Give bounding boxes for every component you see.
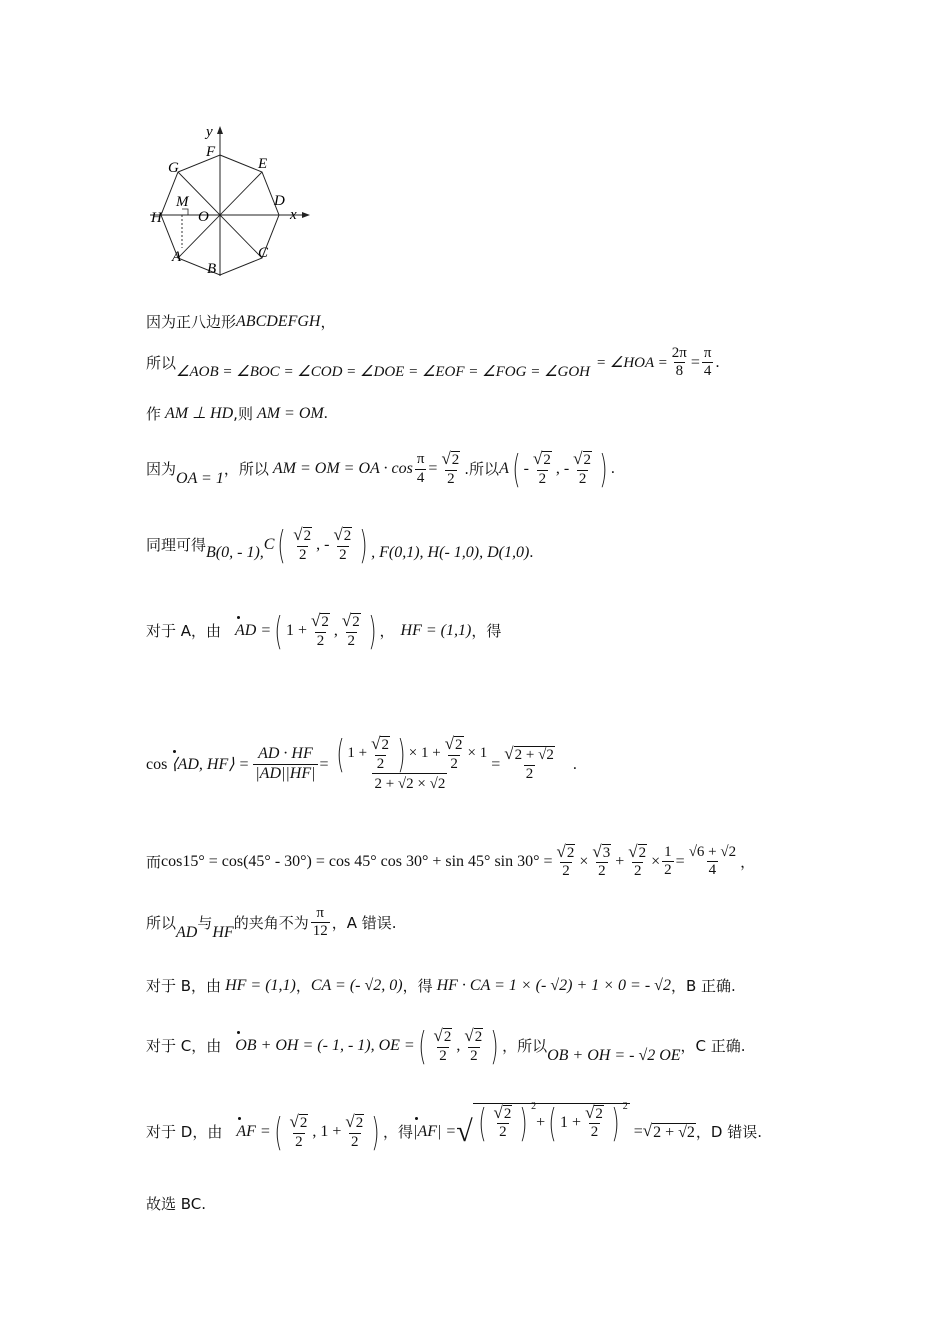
vector-hf: HF = (1,1) xyxy=(400,622,472,640)
line-12 xyxy=(146,1100,910,1154)
label-y: y xyxy=(206,124,213,140)
sqrt-arg: 2 xyxy=(299,1115,308,1132)
label-C: C xyxy=(258,245,269,261)
text: ， xyxy=(320,312,336,331)
label-G: G xyxy=(168,160,179,176)
line-1 xyxy=(146,312,910,331)
line-10 xyxy=(146,976,910,995)
sqrt-result: √ 2 + √2 xyxy=(642,1121,695,1142)
den: 2 xyxy=(450,755,458,772)
vector-af: AF = xyxy=(236,1123,271,1141)
comma: , xyxy=(333,622,338,640)
line-5 xyxy=(146,523,910,567)
den: 2 xyxy=(525,765,534,782)
paren-open: ( xyxy=(478,1100,487,1145)
math-angle-hoa: = ∠HOA = xyxy=(596,354,668,371)
num: AD · HF xyxy=(258,745,313,763)
den: 2 xyxy=(578,470,587,487)
text: ，A 错误. xyxy=(331,913,397,932)
sqrt-arg: 2 xyxy=(595,1105,603,1122)
x-axis-arrow xyxy=(302,212,310,218)
frac-sqrt2-2: √ 2 2 xyxy=(628,842,647,880)
angle-ad-hf: ⟨AD, HF⟩ = xyxy=(171,755,250,773)
eq: = xyxy=(690,354,700,372)
den: 2 xyxy=(499,1124,507,1140)
period: . xyxy=(529,544,534,562)
den: 2 xyxy=(351,1133,359,1150)
text: 对于 A，由 xyxy=(146,622,222,640)
period: . xyxy=(610,460,615,478)
text: 与 xyxy=(197,913,213,932)
den: 2 xyxy=(633,863,642,880)
den: 2 xyxy=(376,755,385,772)
math-am-om: AM = OM xyxy=(256,405,324,422)
point-b: B(0, - 1), xyxy=(206,544,264,562)
one-plus: 1 + xyxy=(560,1113,582,1131)
line-8 xyxy=(146,843,910,881)
den: 2 xyxy=(295,1133,303,1150)
den: 12 xyxy=(312,923,328,940)
paren-close: ) xyxy=(359,523,368,567)
den: 2 xyxy=(316,632,325,649)
frac-pi-4 xyxy=(702,345,714,381)
exp: 2 xyxy=(622,1100,628,1112)
frac-dot-over-mag xyxy=(253,745,317,783)
sqrt-arg: 2 xyxy=(638,845,647,861)
eq: = xyxy=(633,1123,643,1141)
eq: = xyxy=(428,460,438,478)
comma: , - xyxy=(316,536,330,554)
paren-close: ) xyxy=(519,1100,528,1145)
paren-close: ) xyxy=(599,447,608,491)
frac-sqrt2-2: √ 2 2 xyxy=(345,1112,364,1150)
octagon-figure xyxy=(140,118,320,284)
line-11 xyxy=(146,1024,910,1068)
paren-open: ( xyxy=(512,447,521,491)
big-den: 2 + √2 × √2 xyxy=(372,773,447,793)
magnitude-af: |AF| = xyxy=(413,1123,457,1141)
sqrt-arg: 2 xyxy=(381,737,389,754)
points-f-h-d: , F(0,1), H(- 1,0), D(1,0) xyxy=(371,544,530,562)
text: ，得 xyxy=(402,976,433,995)
text: ，B 正确. xyxy=(670,976,736,995)
paren-open: ( xyxy=(335,732,345,776)
frac-sqrt2-2: √ 2 2 xyxy=(573,449,592,487)
text: 作 xyxy=(146,404,162,423)
text: 对于 C，由 xyxy=(146,1037,222,1055)
eq: = xyxy=(675,853,685,871)
times: × xyxy=(651,853,661,871)
exp: 2 xyxy=(531,1100,537,1112)
label-x: x xyxy=(290,207,297,223)
sqrt-arg: 2 xyxy=(355,1115,364,1132)
frac-pi-4 xyxy=(415,451,427,487)
eq: = xyxy=(491,755,501,773)
one-plus: 1 + xyxy=(347,745,368,762)
den: 2 xyxy=(347,632,356,649)
frac-result: √ 2 + √2 2 xyxy=(504,744,554,782)
line-4 xyxy=(146,447,910,491)
den: 2 xyxy=(470,1047,478,1064)
sqrt-arg: 2 + √2 xyxy=(653,1124,695,1142)
paren-open: ( xyxy=(277,523,286,567)
vector-hf: HF = (1,1) xyxy=(225,977,296,994)
math-octagon-name: ABCDEFGH xyxy=(236,313,321,330)
label-B: B xyxy=(207,261,217,277)
frac-sqrt2-2: √ 2 2 xyxy=(585,1102,603,1140)
sqrt-arg: 3 xyxy=(602,845,611,861)
frac-1-2 xyxy=(662,844,674,880)
text: ，所以 xyxy=(502,1037,548,1055)
frac-sqrt2-2: √ 2 2 xyxy=(333,525,352,563)
text: 的夹角不为 xyxy=(233,913,309,932)
vector-ad: AD xyxy=(176,924,198,942)
text: ，D 错误. xyxy=(695,1123,763,1141)
frac-sqrt2-2: √ 2 2 xyxy=(289,1112,308,1150)
den: 2 xyxy=(590,1124,599,1140)
frac-sqrt2-2: √ 2 2 xyxy=(441,449,460,487)
paren-close: ) xyxy=(490,1024,499,1068)
text: ，C 正确. xyxy=(680,1037,746,1055)
num: 2π xyxy=(671,345,687,361)
den: 4 xyxy=(703,363,712,380)
text: 对于 D，由 xyxy=(146,1123,223,1141)
label-E: E xyxy=(258,156,268,172)
comma-one-plus: , 1 + xyxy=(312,1123,342,1141)
label-A: A xyxy=(172,249,182,265)
paren-close: ) xyxy=(371,1110,380,1154)
sqrt-arg: 2 + √2 xyxy=(514,747,554,764)
label-M: M xyxy=(176,194,189,210)
big-num xyxy=(331,732,490,776)
line-2 xyxy=(146,345,910,381)
paren-open: ( xyxy=(418,1024,427,1068)
frac-sqrt2-2: √ 2 2 xyxy=(493,1102,512,1140)
text: ， xyxy=(740,852,756,871)
paren-close: ) xyxy=(368,609,377,653)
sqrt-arg: 2 xyxy=(503,1105,512,1122)
den: 2 xyxy=(447,470,455,487)
neg: - xyxy=(523,460,529,478)
vector-sum: OB + OH = (- 1, - 1), OE = xyxy=(235,1037,415,1055)
result: OB + OH = - √2 OE xyxy=(547,1047,681,1065)
den: 8 xyxy=(675,363,684,380)
text: ，得 xyxy=(471,622,502,640)
math-perp: AM ⊥ HD xyxy=(165,405,234,422)
big-sqrt-sign: √ xyxy=(456,1115,473,1148)
frac-sqrt2-2: √ 2 2 xyxy=(464,1026,483,1064)
plus: + xyxy=(615,853,625,871)
comma: , xyxy=(456,1037,461,1055)
paren-open: ( xyxy=(274,609,283,653)
text: 同理可得 xyxy=(146,536,207,554)
den: |AD||HF| xyxy=(255,764,316,782)
frac-sqrt2-2: √ 2 2 xyxy=(371,734,389,772)
one-plus: 1 + xyxy=(285,622,308,640)
dot-product: HF · CA = 1 × (- √2) + 1 × 0 = - √2 xyxy=(436,977,671,994)
frac-sqrt2-2: √ 2 2 xyxy=(533,449,551,487)
sqrt-arg: 2 xyxy=(451,452,460,469)
text: ， xyxy=(295,976,311,995)
eq: = xyxy=(319,755,329,773)
label-F: F xyxy=(206,144,216,160)
sqrt-arg: 2 xyxy=(352,614,360,631)
num: π xyxy=(703,345,712,361)
frac-sqrt2-2: √ 2 2 xyxy=(341,611,360,649)
text: ，得 xyxy=(383,1123,414,1141)
paren-close: ) xyxy=(397,732,406,776)
times-one: × 1 xyxy=(467,745,488,762)
text: 所以 xyxy=(146,353,177,372)
label-O: O xyxy=(198,209,209,225)
y-axis-arrow xyxy=(217,126,223,134)
line-9 xyxy=(146,905,910,941)
line-7 xyxy=(146,732,910,793)
paren-open: ( xyxy=(548,1100,557,1145)
num: 1 xyxy=(664,844,672,860)
frac-big xyxy=(331,732,490,793)
period: . xyxy=(323,405,328,422)
sqrt-arg: 2 xyxy=(303,528,312,545)
frac-sqrt2-2: √ 2 2 xyxy=(556,842,575,880)
sqrt-arg: 2 xyxy=(583,452,592,469)
frac-sqrt2-2: √ 2 2 xyxy=(293,525,312,563)
sqrt-arg: 2 xyxy=(321,614,329,631)
plus: + xyxy=(536,1113,546,1131)
frac-sqrt2-2: √ 2 2 xyxy=(433,1026,452,1064)
point-c: C xyxy=(263,536,275,554)
vector-ca: CA = (- √2, 0) xyxy=(310,977,403,994)
sqrt-arg: 2 xyxy=(343,528,352,545)
vector-hf: HF xyxy=(212,924,234,942)
label-D: D xyxy=(274,193,285,209)
label-H: H xyxy=(151,210,162,226)
frac-sqrt2-2: √ 2 2 xyxy=(444,734,463,772)
text: ，所以 xyxy=(223,460,269,478)
sqrt-arg: 2 xyxy=(543,452,551,469)
den: 2 xyxy=(439,1047,447,1064)
num: √6 + √2 xyxy=(688,844,737,860)
cos: cos xyxy=(146,755,168,773)
comma: , - xyxy=(555,460,570,478)
math-cos: AM = OM = OA · cos xyxy=(272,460,413,478)
den: 2 xyxy=(538,470,547,487)
period: . xyxy=(715,354,720,372)
times-one-plus: × 1 + xyxy=(408,745,441,762)
den: 2 xyxy=(298,546,307,563)
num: π xyxy=(416,451,425,468)
line-13 xyxy=(146,1195,910,1213)
math-angles: ∠AOB = ∠BOC = ∠COD = ∠DOE = ∠EOF = ∠FOG = ∠GOH xyxy=(176,363,591,380)
text: 所以 xyxy=(146,913,177,932)
line-3 xyxy=(146,404,910,423)
sqrt-arg: 2 xyxy=(474,1029,483,1046)
text: ， xyxy=(379,622,395,640)
text: 故选 BC. xyxy=(146,1195,207,1213)
den: 2 xyxy=(664,862,672,879)
paren-close: ) xyxy=(611,1100,620,1145)
frac-sqrt3-2: √ 3 2 xyxy=(592,842,611,880)
text: 因为 xyxy=(146,460,177,478)
text: 因为正八边形 xyxy=(146,312,237,331)
big-sqrt-arg xyxy=(473,1100,630,1145)
math-cos15: cos15° = cos(45° - 30°) = cos 45° cos 30° + sin 45° sin 30° = xyxy=(161,853,553,871)
sqrt-arg: 2 xyxy=(443,1029,452,1046)
frac-pi-12 xyxy=(311,905,330,941)
line-6 xyxy=(146,609,910,653)
den: 2 xyxy=(562,863,570,880)
frac-2pi-8 xyxy=(670,345,689,381)
den: 2 xyxy=(598,863,606,880)
den: 4 xyxy=(708,862,717,879)
den: 4 xyxy=(416,469,425,486)
sqrt-arg: 2 xyxy=(455,737,463,754)
num: π xyxy=(316,905,324,921)
math-oa: OA = 1 xyxy=(176,470,224,488)
vector-ad: AD = xyxy=(235,622,272,640)
point-a: A xyxy=(499,460,509,478)
den: 2 xyxy=(339,546,347,563)
frac-sqrt2-2: √ 2 2 xyxy=(311,611,329,649)
sqrt-arg: 2 xyxy=(566,845,575,861)
text: .所以 xyxy=(464,460,500,478)
text: ,则 xyxy=(233,404,253,423)
paren-open: ( xyxy=(274,1110,283,1154)
times: × xyxy=(579,853,589,871)
text: 而 xyxy=(146,852,162,871)
frac-result xyxy=(687,844,738,880)
period: . xyxy=(572,755,577,773)
text: 对于 B，由 xyxy=(146,976,222,995)
